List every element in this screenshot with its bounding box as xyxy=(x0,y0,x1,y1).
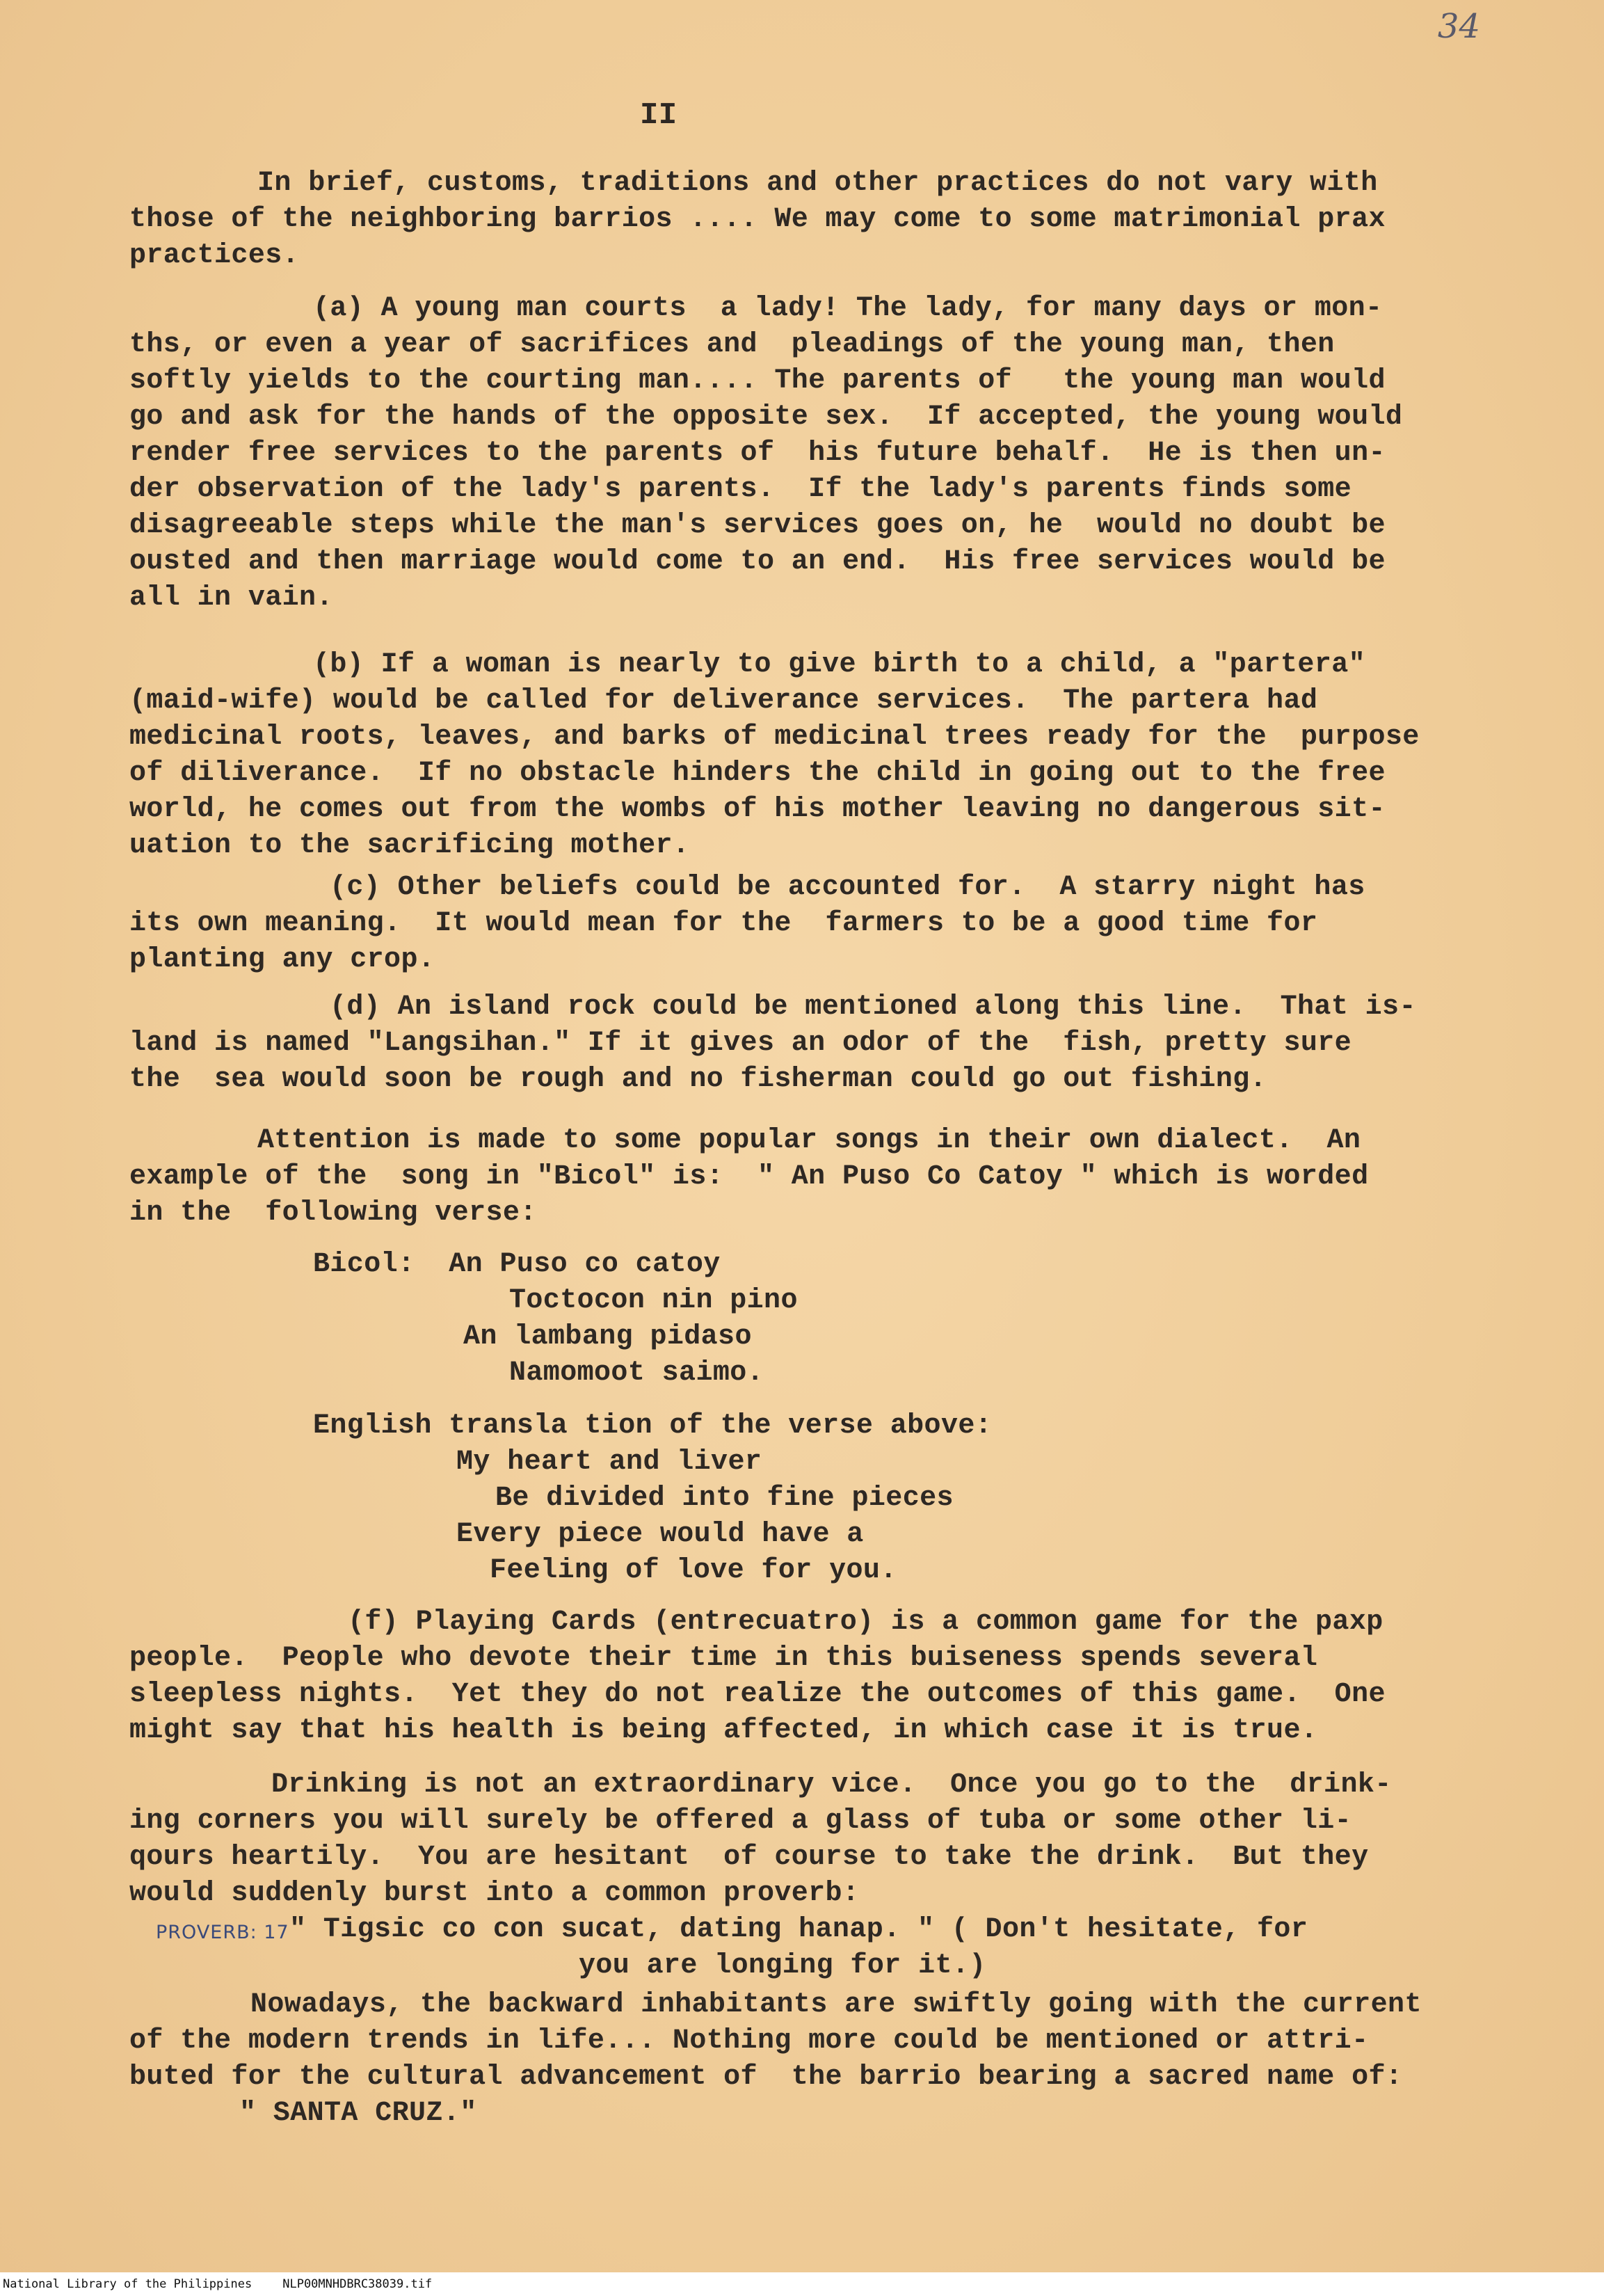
verse-line: Toctocon nin pino xyxy=(509,1285,798,1316)
footer-institution: National Library of the Philippines xyxy=(3,2277,252,2291)
text-line: buted for the cultural advancement of the barrio bearing a sacred name of: xyxy=(129,2062,1403,2093)
text-line: (a) A young man courts a lady! The lady, for many days or mon- xyxy=(313,293,1383,324)
text-line: (d) An island rock could be mentioned along this line. That is- xyxy=(330,991,1416,1023)
text-line: In brief, customs, traditions and other practices do not vary with xyxy=(257,168,1378,199)
text-line: qours heartily. You are hesitant of course to take the drink. But they xyxy=(129,1842,1369,1873)
footer-file-id: NLP00MNHDBRC38039.tif xyxy=(282,2277,433,2291)
text-line: softly yields to the courting man.... The parents of the young man would xyxy=(129,365,1386,397)
text-line: of diliverance. If no obstacle hinders the child in going out to the free xyxy=(129,758,1386,789)
text-line: of the modern trends in life... Nothing more could be mentioned or attri- xyxy=(129,2025,1369,2057)
page-number: 34 xyxy=(1437,7,1480,46)
verse-line: Feeling of love for you. xyxy=(490,1555,897,1586)
verse-line: Be divided into fine pieces xyxy=(495,1483,954,1514)
text-line: Drinking is not an extraordinary vice. Once you go to the drink- xyxy=(271,1769,1392,1801)
text-line: " SANTA CRUZ." xyxy=(239,2098,477,2129)
text-line: people. People who devote their time in this buiseness spends several xyxy=(129,1643,1318,1674)
text-line: land is named "Langsihan." If it gives an odor of the fish, pretty sure xyxy=(129,1028,1352,1059)
text-line: render free services to the parents of his future behalf. He is then un- xyxy=(129,438,1386,469)
text-line: you are longing for it.) xyxy=(579,1950,986,1982)
text-line: sleepless nights. Yet they do not realize the outcomes of this game. One xyxy=(129,1679,1386,1710)
verse-line: Namomoot saimo. xyxy=(509,1357,764,1389)
text-line: example of the song in "Bicol" is: " An Puso Co Catoy " which is worded xyxy=(129,1161,1369,1193)
text-line: (c) Other beliefs could be accounted for. A starry night has xyxy=(330,872,1365,903)
verse-line: English transla tion of the verse above: xyxy=(313,1410,993,1442)
text-line: ousted and then marriage would come to an end. His free services would be xyxy=(129,546,1386,577)
verse-line: My heart and liver xyxy=(456,1446,762,1478)
verse-line: Every piece would have a xyxy=(456,1519,864,1550)
text-line: would suddenly burst into a common proverb: xyxy=(129,1878,860,1909)
text-line: ths, or even a year of sacrifices and pleadings of the young man, then xyxy=(129,329,1335,360)
text-line: Nowadays, the backward inhabitants are swiftly going with the current xyxy=(250,1989,1422,2020)
text-line: ing corners you will surely be offered a glass of tuba or some other li- xyxy=(129,1805,1352,1837)
text-line: Attention is made to some popular songs in their own dialect. An xyxy=(257,1125,1361,1156)
text-line: go and ask for the hands of the opposite sex. If accepted, the young would xyxy=(129,401,1403,433)
section-heading: II xyxy=(640,98,677,133)
text-line: medicinal roots, leaves, and barks of medicinal trees ready for the purpose xyxy=(129,722,1420,753)
text-line: der observation of the lady's parents. If the lady's parents finds some xyxy=(129,474,1352,505)
text-line: disagreeable steps while the man's services goes on, he would no doubt be xyxy=(129,510,1386,541)
verse-line: An lambang pidaso xyxy=(463,1321,752,1353)
text-line: might say that his health is being affected, in which case it is true. xyxy=(129,1715,1318,1746)
text-line: those of the neighboring barrios .... We may come to some matrimonial prax xyxy=(129,204,1386,235)
verse-line: Bicol: An Puso co catoy xyxy=(313,1249,721,1280)
scan-footer xyxy=(0,2272,1604,2296)
text-line: (maid-wife) would be called for deliverance services. The partera had xyxy=(129,685,1318,717)
text-line: " Tigsic co con sucat, dating hanap. " ( Don't hesitate, for xyxy=(289,1914,1308,1945)
text-line: its own meaning. It would mean for the farmers to be a good time for xyxy=(129,908,1318,939)
text-line: the sea would soon be rough and no fisherman could go out fishing. xyxy=(129,1064,1267,1095)
text-line: (f) Playing Cards (entrecuatro) is a common game for the paxp xyxy=(348,1607,1384,1638)
text-line: all in vain. xyxy=(129,582,333,614)
text-line: uation to the sacrificing mother. xyxy=(129,830,690,861)
text-line: (b) If a woman is nearly to give birth to a child, a "partera" xyxy=(313,649,1366,680)
text-line: world, he comes out from the wombs of his mother leaving no dangerous sit- xyxy=(129,794,1386,825)
text-line: in the following verse: xyxy=(129,1197,537,1229)
text-line: planting any crop. xyxy=(129,944,435,975)
handwritten-margin-note: PROVERB: 17 xyxy=(156,1922,289,1943)
text-line: practices. xyxy=(129,240,300,271)
